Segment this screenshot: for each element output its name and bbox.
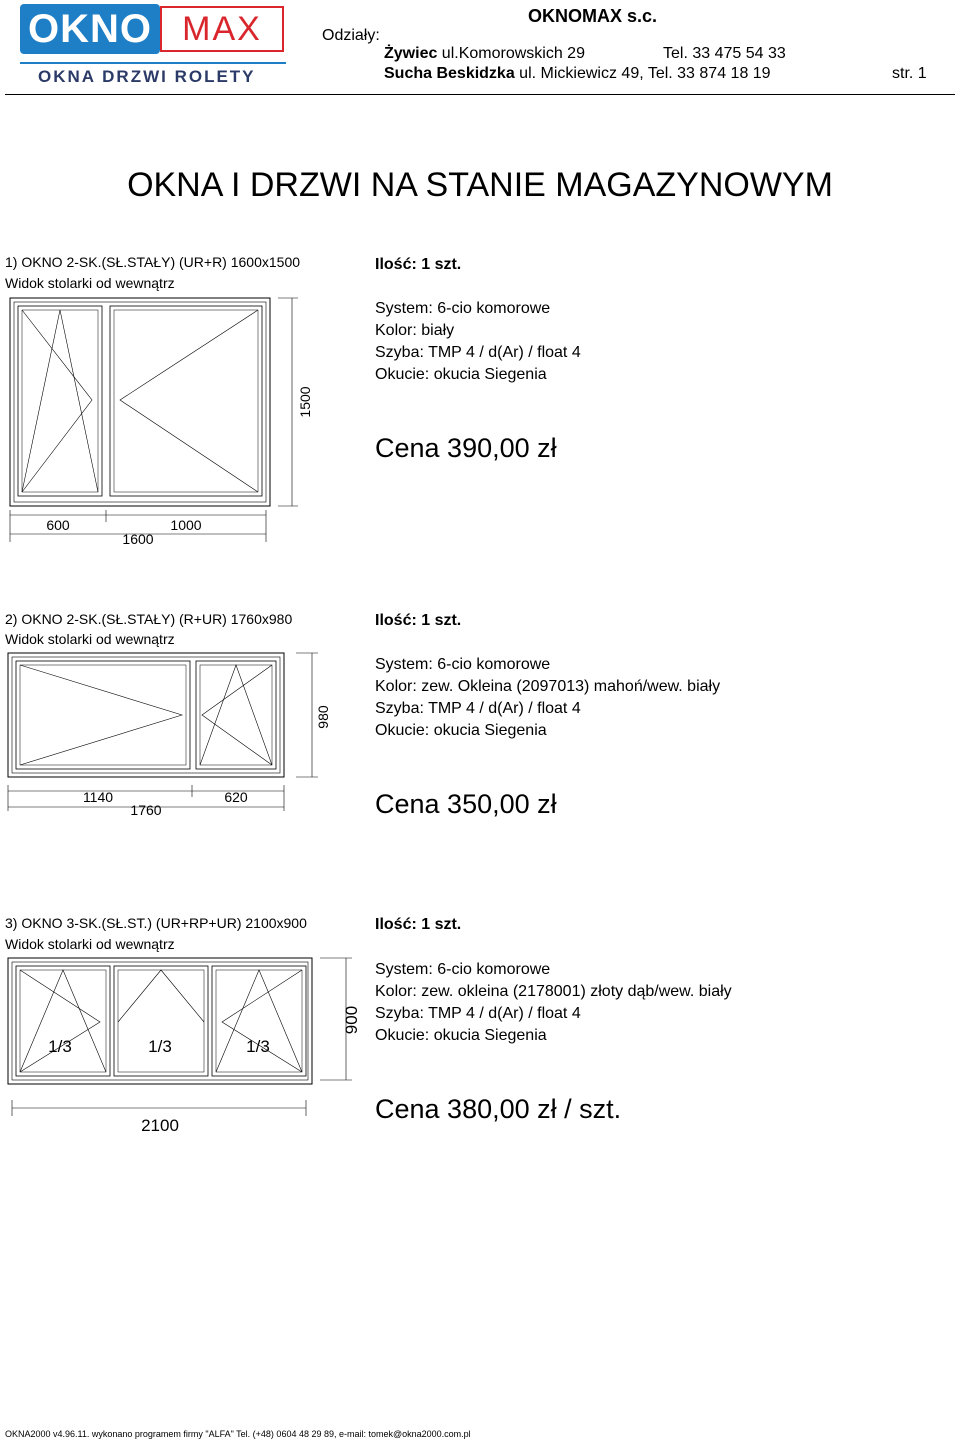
item-quantity: Ilość: 1 szt. — [375, 256, 462, 273]
item-hardware: Okucie: okucia Siegenia — [375, 1027, 547, 1044]
logo-divider — [20, 62, 286, 64]
item-view-note: Widok stolarki od wewnątrz — [5, 936, 175, 952]
tilt-marks-3 — [216, 970, 302, 1072]
tilt-marks-1 — [20, 970, 106, 1072]
sash-1-glass — [20, 970, 106, 1072]
sash-3-ratio: 1/3 — [246, 1037, 270, 1056]
item-system: System: 6-cio komorowe — [375, 300, 551, 317]
footer-note: OKNA2000 v4.96.11. wykonano programem firmy "ALFA" Tel. (+48) 0604 48 29 89, e-mail: tomek@okna2000.com.pl — [5, 1429, 471, 1439]
sash-1-ratio: 1/3 — [48, 1037, 72, 1056]
frame-inner — [12, 962, 308, 1080]
tilt-marks-2 — [118, 970, 204, 1022]
item-price: Cena 350,00 zł — [375, 789, 557, 819]
frame-outer — [8, 653, 284, 777]
window-drawing-3 — [0, 950, 365, 1140]
sash-right-glass — [200, 665, 272, 765]
turn-marks-right — [202, 665, 272, 765]
sash-3-glass — [216, 970, 302, 1072]
sash-left-glass — [22, 310, 98, 492]
sash-2 — [114, 966, 208, 1076]
dim-total-label: 1600 — [122, 531, 154, 547]
company-name: OKNOMAX s.c. — [528, 6, 658, 26]
dim-height-label: 980 — [315, 705, 331, 729]
item-title: 3) OKNO 3-SK.(SŁ.ST.) (UR+RP+UR) 2100x900 — [5, 915, 307, 931]
sash-2-ratio: 1/3 — [148, 1037, 172, 1056]
item-hardware: Okucie: okucia Siegenia — [375, 366, 547, 383]
branch-sucha-address: ul. Mickiewicz 49, Tel. 33 874 18 19 — [514, 65, 771, 82]
tilt-marks-left — [22, 310, 98, 492]
item-color: Kolor: zew. okleina (2178001) złoty dąb/wew. biały — [375, 983, 732, 1000]
branch-sucha — [384, 65, 771, 83]
dim-width-2-label: 1000 — [170, 517, 202, 533]
item-view-note: Widok stolarki od wewnątrz — [5, 275, 175, 291]
turn-marks-1 — [20, 970, 100, 1072]
frame-outer — [10, 298, 270, 506]
sash-1 — [16, 966, 110, 1076]
item-price: Cena 380,00 zł / szt. — [375, 1094, 622, 1124]
dim-height-label: 900 — [342, 1005, 361, 1035]
branch-zywiec — [384, 45, 585, 63]
sash-left — [18, 306, 102, 496]
sash-right-glass — [114, 310, 258, 492]
item-system: System: 6-cio komorowe — [375, 961, 551, 978]
dim-width-2-label: 620 — [224, 789, 248, 805]
tilt-marks-right — [200, 665, 272, 765]
branches-label: Odziały: — [322, 27, 380, 44]
dim-total-label: 2100 — [141, 1116, 179, 1135]
item-title: 1) OKNO 2-SK.(SŁ.STAŁY) (UR+R) 1600x1500 — [5, 254, 301, 270]
window-drawing-2 — [0, 645, 345, 825]
branch-zywiec-phone: Tel. 33 475 54 33 — [663, 45, 786, 62]
turn-marks-3 — [222, 970, 302, 1072]
item-title: 2) OKNO 2-SK.(SŁ.STAŁY) (R+UR) 1760x980 — [5, 611, 293, 627]
item-hardware: Okucie: okucia Siegenia — [375, 722, 547, 739]
item-view-note: Widok stolarki od wewnątrz — [5, 631, 175, 647]
tilt-turn-marks-left — [22, 310, 92, 492]
company-logo — [20, 4, 282, 54]
dim-height-label: 1500 — [297, 386, 313, 418]
frame-outer — [8, 958, 312, 1084]
branch-zywiec-address: ul.Komorowskich 29 — [437, 45, 585, 62]
logo-tagline: OKNA DRZWI ROLETY — [38, 67, 256, 86]
sash-3 — [212, 966, 306, 1076]
branch-sucha-city: Sucha Beskidzka — [384, 65, 515, 82]
item-glass: Szyba: TMP 4 / d(Ar) / float 4 — [375, 1005, 581, 1022]
page-title: OKNA I DRZWI NA STANIE MAGAZYNOWYM — [127, 166, 833, 204]
frame-inner — [12, 657, 280, 773]
item-quantity: Ilość: 1 szt. — [375, 612, 462, 629]
item-system: System: 6-cio komorowe — [375, 656, 551, 673]
sash-2-glass — [118, 970, 204, 1072]
dim-width-1-label: 1140 — [82, 789, 114, 805]
item-glass: Szyba: TMP 4 / d(Ar) / float 4 — [375, 700, 581, 717]
item-color: Kolor: zew. Okleina (2097013) mahoń/wew. biały — [375, 678, 721, 695]
dim-total-label: 1760 — [130, 802, 162, 818]
turn-marks-left — [20, 665, 182, 765]
turn-marks-right — [120, 310, 258, 492]
sash-right — [110, 306, 262, 496]
sash-left — [16, 661, 190, 769]
sash-left-glass — [20, 665, 186, 765]
item-quantity: Ilość: 1 szt. — [375, 916, 462, 933]
item-glass: Szyba: TMP 4 / d(Ar) / float 4 — [375, 344, 581, 361]
header-rule — [5, 94, 955, 95]
dim-width-1-label: 600 — [46, 517, 70, 533]
logo-okno-text: OKNO — [20, 4, 160, 54]
window-drawing-1 — [0, 290, 330, 560]
branch-zywiec-city: Żywiec — [384, 45, 438, 62]
item-color: Kolor: biały — [375, 322, 455, 339]
page-number: str. 1 — [892, 65, 927, 82]
item-price: Cena 390,00 zł — [375, 433, 557, 463]
sash-right — [196, 661, 276, 769]
logo-max-text: MAX — [160, 6, 284, 52]
